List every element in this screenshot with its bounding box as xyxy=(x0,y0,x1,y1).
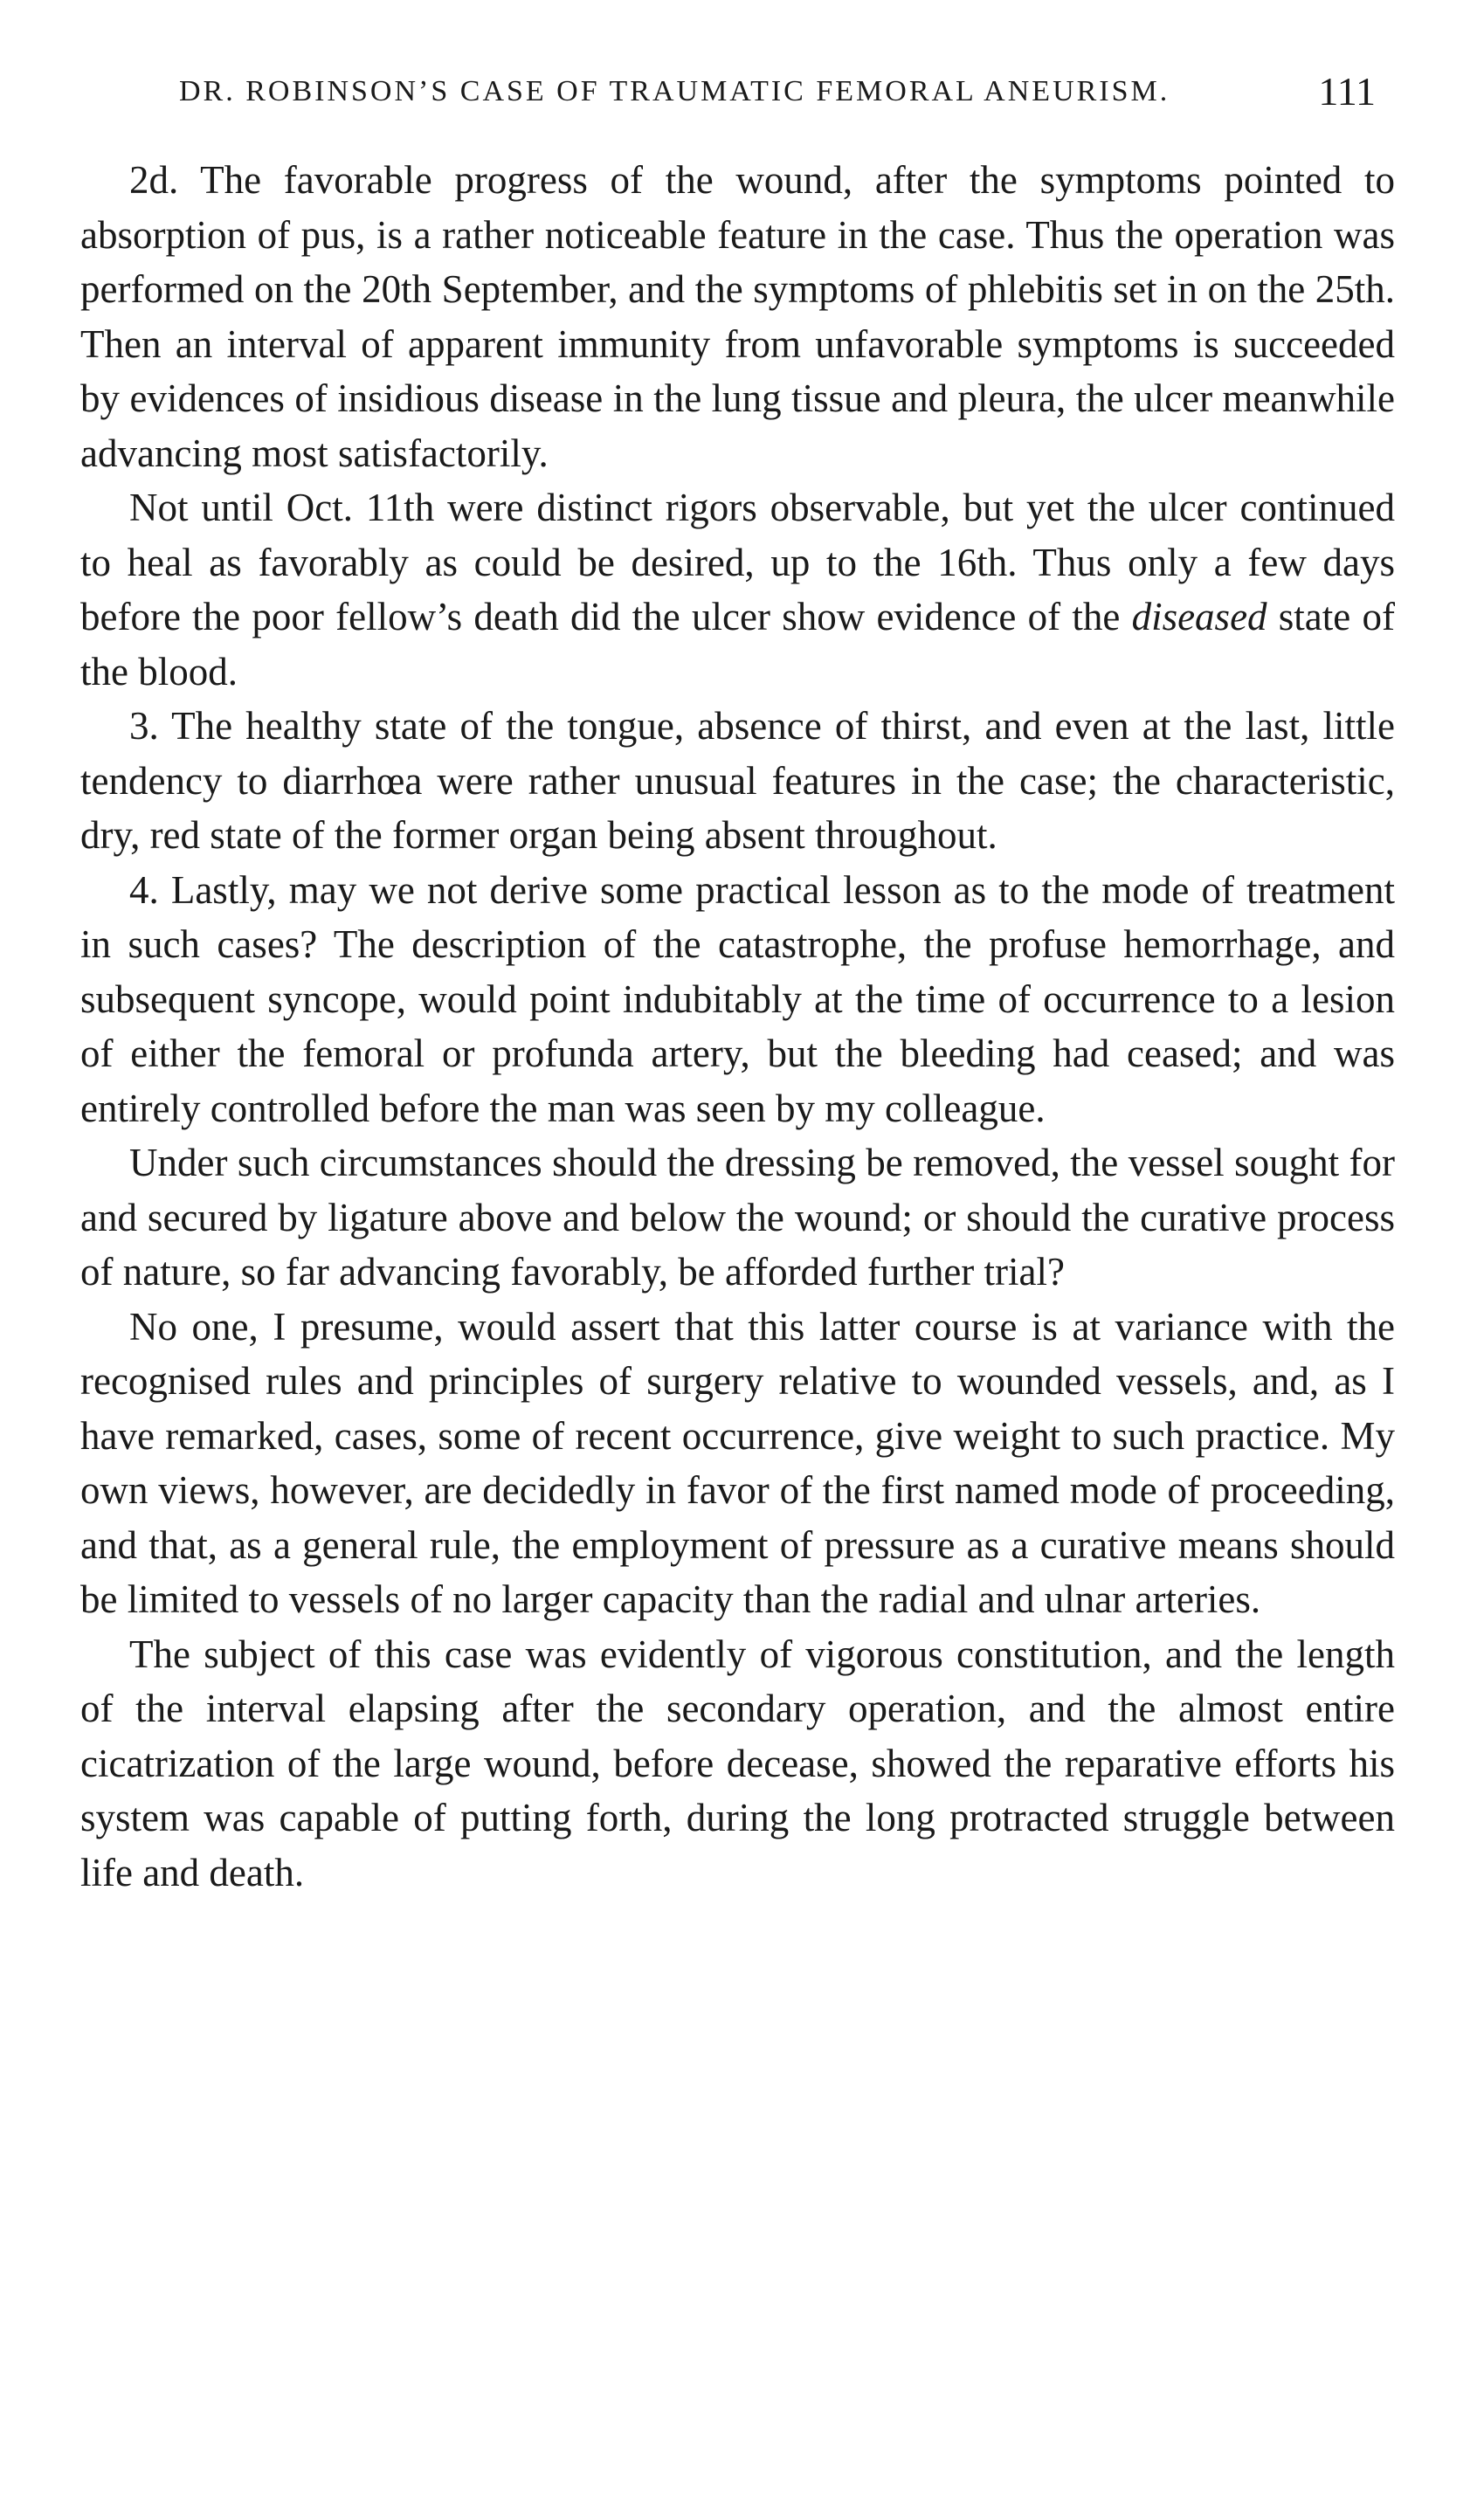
paragraph-healthy-tongue: 3. The healthy state of the tongue, absence of thirst, and even at the last, little tendency to diarrhœa were rather unusual features in the case; the characteristic, dry, red state of the former organ being absent throughout. xyxy=(80,704,1395,857)
body-text xyxy=(80,153,1395,1900)
emphasis-diseased: diseased xyxy=(1131,595,1267,638)
paragraph-views: No one, I presume, would assert that this latter course is at variance with the recognised rules and principles of surgery relative to wounded vessels, and, as I have remarked, cases, some of recent occurrence, give weight to such practice. My own views, however, are decidedly in favor of the first named mode of proceeding, and that, as a general rule, the employment of pressure as a curative means should be limited to vessels of no larger capacity than the radial and ulnar arteries. xyxy=(80,1304,1395,1621)
running-head xyxy=(179,68,1376,121)
page-number: 111 xyxy=(1318,69,1376,114)
paragraph-favorable-progress: 2d. The favorable progress of the wound, after the symptoms pointed to absorption of pus, is a rather noticeable feature in the case. Thus the operation was performed on the 20th September, and the symptoms of phlebitis set in on the 25th. Then an interval of apparent immunity from unfavorable symptoms is succeeded by evidences of insidious disease in the lung tissue and pleura, the ulcer meanwhile advancing most satisfactorily. xyxy=(80,158,1395,475)
paragraph-circumstances: Under such circumstances should the dressing be removed, the vessel sought for and secured by ligature above and below the wound; or should the curative process of nature, so far advancing favorably, be afforded further trial? xyxy=(80,1141,1395,1294)
paragraph-rigors-text: Not until Oct. 11th were distinct rigors observable, but yet the ulcer continued to heal as favorably as could be desired, up to the 16th. Thus only a few days before the poor fellow’s death did the ulcer show evidence of the xyxy=(80,486,1395,638)
paragraph-subject: The subject of this case was evidently of vigorous constitution, and the length of the interval elapsing after the secondary operation, and the almost entire cicatrization of the large wound, before decease, showed the reparative efforts his system was capable of putting forth, during the long protracted struggle between life and death. xyxy=(80,1632,1395,1894)
paragraph-rigors-text-end: state of the blood. xyxy=(80,595,1395,694)
paragraph-practical-lesson: 4. Lastly, may we not derive some practical lesson as to the mode of treatment in such cases? The description of the catastrophe, the profuse hemorrhage, and subsequent syncope, would point indubitably at the time of occurrence to a lesion of either the femoral or profunda artery, but the bleeding had ceased; and was entirely controlled before the man was seen by my colleague. xyxy=(80,867,1395,1130)
paragraph-rigors xyxy=(80,480,1395,699)
running-title: DR. ROBINSON’S CASE OF TRAUMATIC FEMORAL ANEURISM. xyxy=(179,75,1170,107)
